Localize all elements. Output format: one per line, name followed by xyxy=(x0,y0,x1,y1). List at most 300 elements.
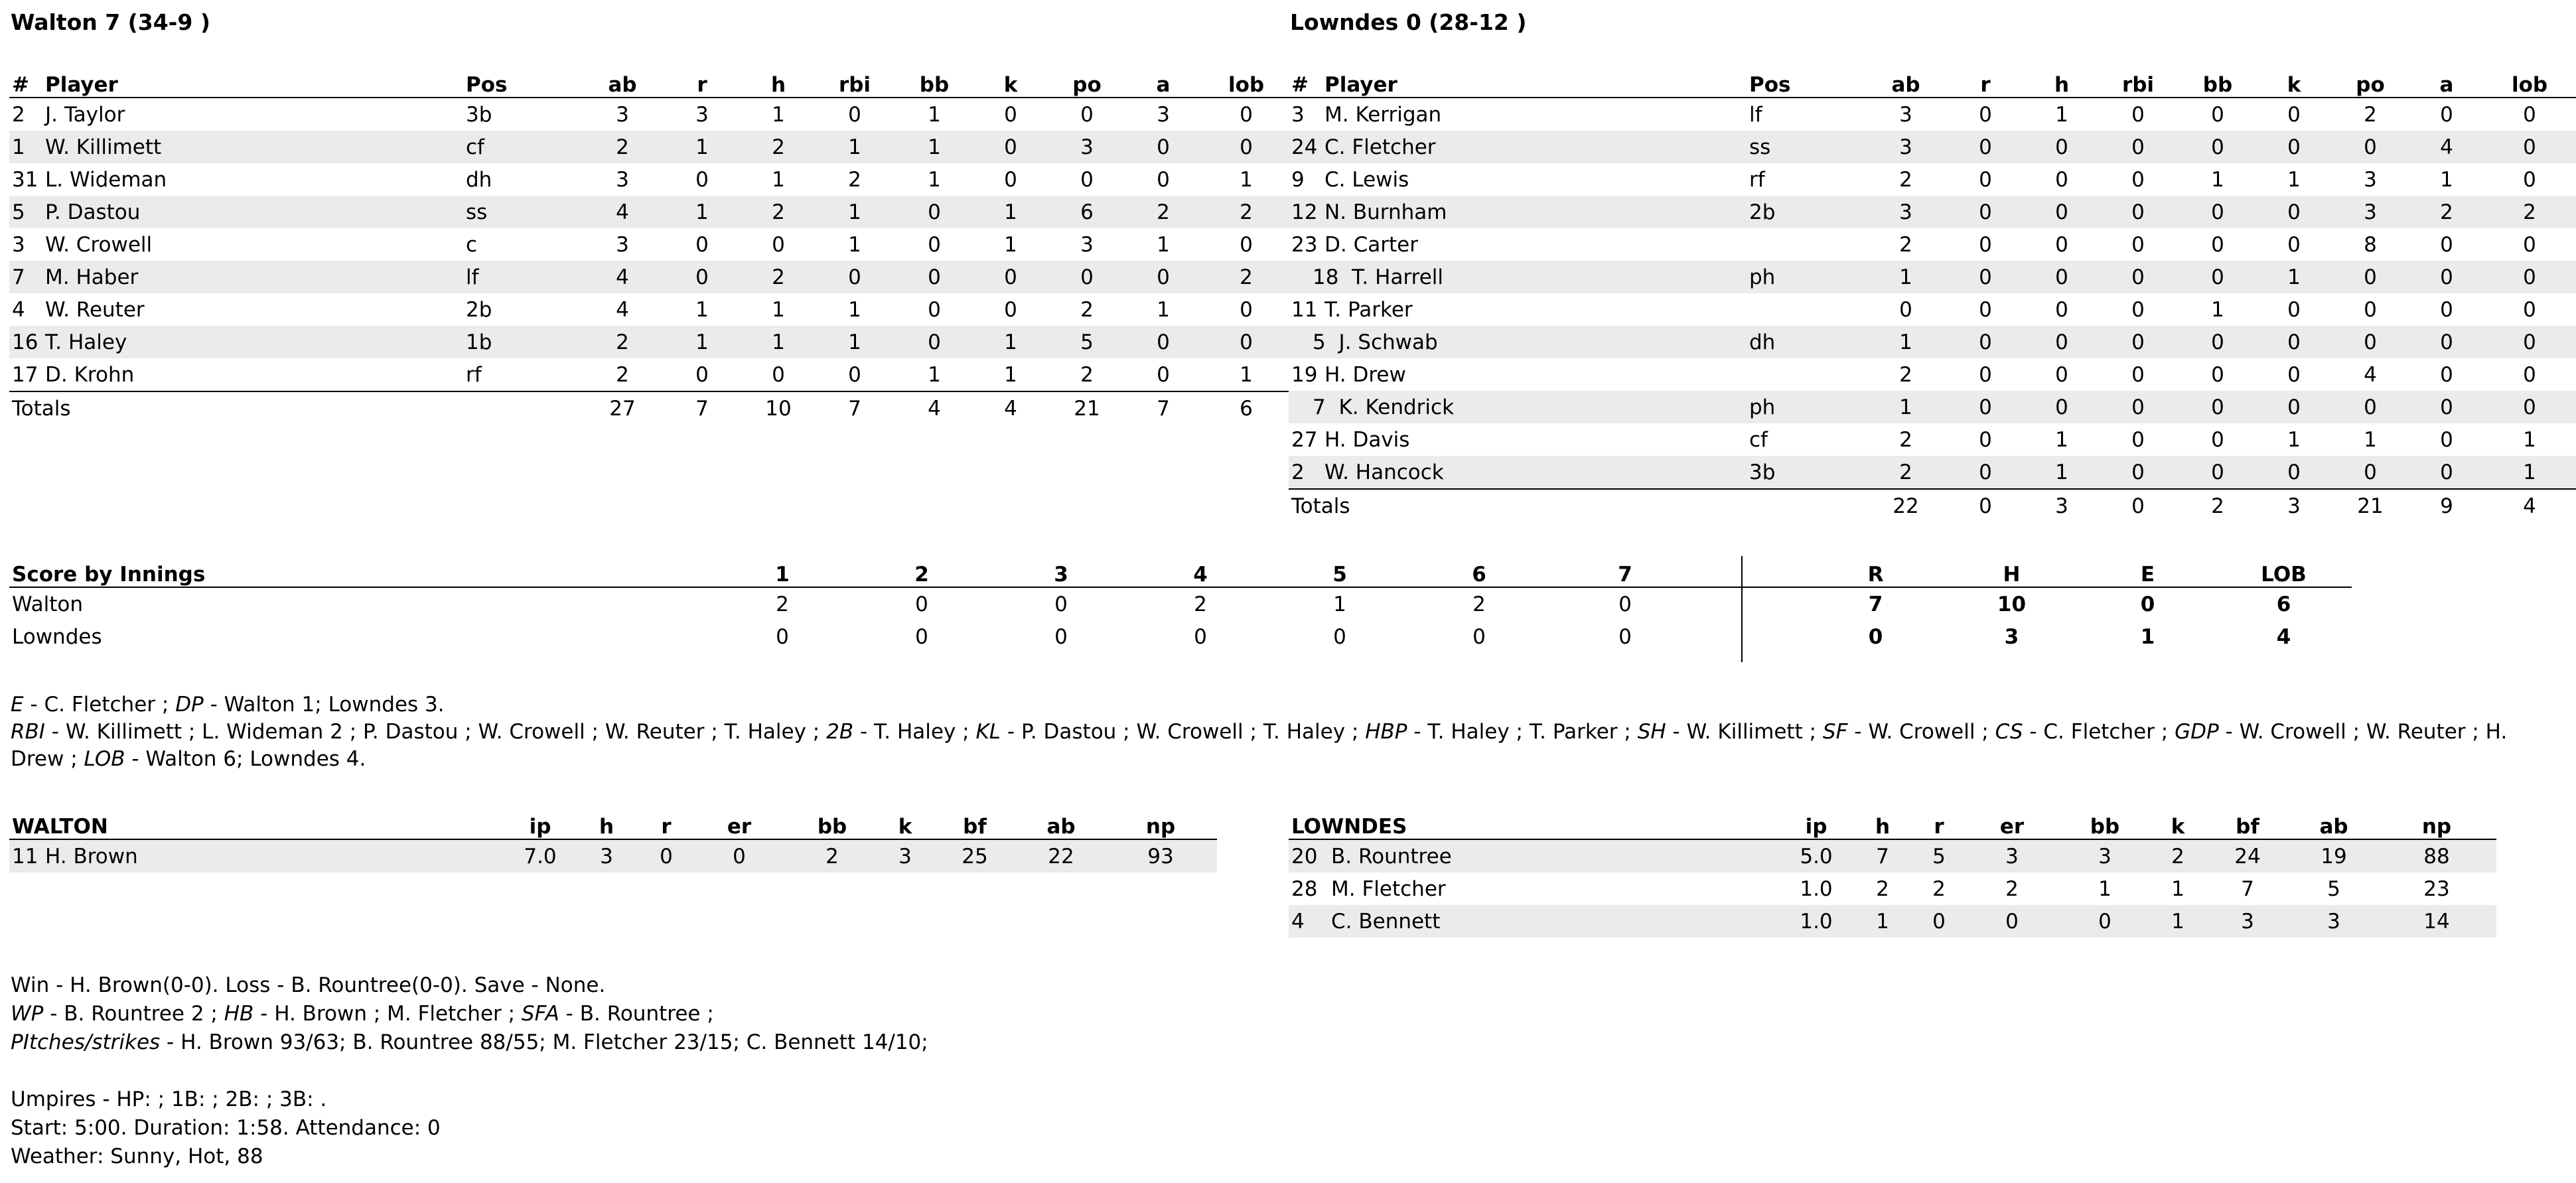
stat-k: 0 xyxy=(1004,297,1017,322)
col-ab: ab xyxy=(1866,66,1946,98)
player-name: W. Killimett xyxy=(42,131,463,163)
col-k: k xyxy=(2257,66,2330,98)
stat-bb: 0 xyxy=(2058,905,2151,938)
player-number: 1 xyxy=(9,131,42,163)
note-key: DP xyxy=(175,693,204,717)
pitcher-number: 28 xyxy=(1291,876,1318,901)
stat-ab: 3 xyxy=(2291,905,2377,938)
stat-rbi: 2 xyxy=(848,167,861,192)
pitcher-row xyxy=(1289,839,2496,872)
stat-bb: 1 xyxy=(2211,297,2224,322)
inning-score: 0 xyxy=(1194,624,1207,649)
pitcher-number: 20 xyxy=(1289,839,1328,872)
stat-rbi: 0 xyxy=(2131,297,2145,322)
stat-a: 0 xyxy=(2440,102,2453,127)
totals-row xyxy=(9,391,1293,425)
stat-po: 3 xyxy=(1047,131,1127,163)
player-pos: rf xyxy=(466,362,482,387)
note-key: LOB xyxy=(84,747,125,771)
col-r: r xyxy=(640,808,693,839)
col-ab: ab xyxy=(583,66,662,98)
stat-ab: 3 xyxy=(1899,102,1912,127)
stat-ab: 2 xyxy=(616,362,629,387)
stat-a: 0 xyxy=(2440,232,2453,257)
player-row xyxy=(1289,131,2576,163)
stat-po: 3 xyxy=(2330,196,2410,228)
stat-k: 0 xyxy=(2287,102,2301,127)
stat-k: 0 xyxy=(2257,131,2330,163)
player-name-text: K. Kendrick xyxy=(1338,395,1455,419)
stat-a: 0 xyxy=(2410,391,2483,423)
stat-rbi: 1 xyxy=(815,196,894,228)
stat-h: 0 xyxy=(2055,362,2068,387)
stat-bf: 25 xyxy=(932,839,1018,872)
col-np: np xyxy=(1104,808,1217,839)
pitcher-number: 11 xyxy=(9,839,42,872)
stat-k: 1 xyxy=(2257,261,2330,293)
player-pos: dh xyxy=(466,167,492,192)
stat-r: 3 xyxy=(695,102,709,127)
score-header xyxy=(9,556,2352,587)
stat-h: 7 xyxy=(1853,839,1912,872)
pitcher-row xyxy=(9,839,1217,872)
player-row xyxy=(9,228,1293,261)
lowndes-pitching-table xyxy=(1289,808,2496,938)
inning-score: 1 xyxy=(1333,592,1346,616)
stat-h: 0 xyxy=(2025,131,2098,163)
col-bb: bb xyxy=(2178,66,2257,98)
stat-h: 1 xyxy=(1853,905,1912,938)
stat-a: 0 xyxy=(2440,427,2453,452)
player-number: 3 xyxy=(12,232,25,257)
stat-ab: 2 xyxy=(1866,456,1946,489)
stat-h: 1 xyxy=(772,297,785,322)
stat-k: 0 xyxy=(1004,102,1017,127)
player-number: 23 xyxy=(1291,232,1318,257)
score-total: 1 xyxy=(2140,624,2155,649)
inning-1-header: 1 xyxy=(713,556,852,587)
stat-lob: 0 xyxy=(2483,391,2576,423)
player-name: T. Parker xyxy=(1324,297,1413,322)
walton-batting-header xyxy=(9,66,1293,98)
player-number: 11 xyxy=(1291,297,1318,322)
stat-lob: 1 xyxy=(1240,362,1253,387)
lowndes-batting-header xyxy=(1289,66,2576,98)
stat-lob: 0 xyxy=(2523,167,2536,192)
stat-po: 0 xyxy=(1080,167,1094,192)
player-name: P. Dastou xyxy=(42,196,463,228)
stat-ab: 1 xyxy=(1866,261,1946,293)
stat-er: 2 xyxy=(2005,876,2019,901)
stat-lob: 1 xyxy=(1240,167,1253,192)
stat-h: 0 xyxy=(2055,297,2068,322)
player-pos: cf xyxy=(463,131,583,163)
stat-er: 0 xyxy=(693,839,786,872)
inning-score: 0 xyxy=(1333,624,1346,649)
stat-ab: 3 xyxy=(1866,196,1946,228)
col-h: h xyxy=(1853,808,1912,839)
player-number: 24 xyxy=(1289,131,1322,163)
stat-h: 1 xyxy=(2055,427,2068,452)
col-ab: ab xyxy=(1018,808,1104,839)
stat-lob: 0 xyxy=(1240,232,1253,257)
player-row xyxy=(1289,98,2576,131)
player-name: T. Haley xyxy=(42,326,463,358)
stat-rbi: 0 xyxy=(815,261,894,293)
stat-lob: 0 xyxy=(1200,131,1293,163)
total-r-header: R xyxy=(1808,556,1944,587)
col-a: a xyxy=(1127,66,1200,98)
pitching-team-name: LOWNDES xyxy=(1289,808,1780,839)
col-bb: bb xyxy=(2058,808,2151,839)
pitcher-row xyxy=(1289,905,2496,938)
player-number: 9 xyxy=(1291,167,1305,192)
total-k: 4 xyxy=(974,391,1047,425)
player-row xyxy=(9,131,1293,163)
stat-po: 6 xyxy=(1047,196,1127,228)
stat-rbi: 1 xyxy=(848,297,861,322)
score-by-innings-table xyxy=(9,556,2352,653)
note-key: PItches/strikes xyxy=(11,1030,161,1054)
inning-3-header: 3 xyxy=(991,556,1131,587)
inning-4-header: 4 xyxy=(1131,556,1270,587)
stat-lob: 2 xyxy=(1200,196,1293,228)
note-value: - P. Dastou ; W. Crowell ; T. Haley ; xyxy=(1001,720,1366,744)
player-pos: 3b xyxy=(466,102,492,127)
player-name xyxy=(1313,326,1747,358)
stat-bb: 0 xyxy=(2178,131,2257,163)
inning-score: 0 xyxy=(1618,624,1632,649)
stat-rbi: 1 xyxy=(815,131,894,163)
stat-r: 0 xyxy=(1946,261,2025,293)
note-value: - H. Brown ; M. Fletcher ; xyxy=(253,1002,522,1026)
stat-lob: 0 xyxy=(2483,131,2576,163)
stat-lob: 0 xyxy=(2523,362,2536,387)
col-h: h xyxy=(573,808,640,839)
stat-bb: 1 xyxy=(928,167,941,192)
umpires: Umpires - HP: ; 1B: ; 2B: ; 3B: . xyxy=(11,1087,327,1111)
stat-rbi: 0 xyxy=(2131,232,2145,257)
stat-lob: 0 xyxy=(1200,326,1293,358)
stat-bb: 0 xyxy=(2211,362,2224,387)
total-lob-header: LOB xyxy=(2216,556,2352,587)
walton-pitching-table xyxy=(9,808,1217,872)
stat-ab: 3 xyxy=(616,232,629,257)
stat-ab: 0 xyxy=(1899,297,1912,322)
col-k: k xyxy=(2151,808,2204,839)
weather: Weather: Sunny, Hot, 88 xyxy=(11,1145,263,1168)
footer-line-3 xyxy=(11,1028,2548,1057)
stat-po: 0 xyxy=(2330,326,2410,358)
note-value: - T. Haley ; xyxy=(853,720,976,744)
stat-po: 0 xyxy=(2330,456,2410,489)
note-value: - H. Brown 93/63; B. Rountree 88/55; M. Fletcher 23/15; C. Bennett 14/10; xyxy=(160,1030,928,1054)
stat-bb: 0 xyxy=(894,326,974,358)
score-team-name: Lowndes xyxy=(12,624,102,649)
stat-a: 0 xyxy=(1157,362,1170,387)
inning-score: 0 xyxy=(1054,592,1068,616)
stat-bf: 24 xyxy=(2204,839,2291,872)
col-bf: bf xyxy=(932,808,1018,839)
stat-a: 0 xyxy=(1127,326,1200,358)
player-pos: ph xyxy=(1747,261,1866,293)
stat-rbi: 1 xyxy=(848,232,861,257)
stat-r: 0 xyxy=(1946,391,2025,423)
player-number: 7 xyxy=(9,261,42,293)
col-er: er xyxy=(693,808,786,839)
player-name: J. Taylor xyxy=(45,102,125,127)
stat-lob: 1 xyxy=(2483,456,2576,489)
stat-a: 0 xyxy=(2410,456,2483,489)
note-key: SFA xyxy=(521,1002,559,1026)
total-ab: 27 xyxy=(583,391,662,425)
stat-a: 1 xyxy=(1157,297,1170,322)
total-ab: 22 xyxy=(1866,489,1946,522)
note-key: SF xyxy=(1822,720,1848,744)
player-pos xyxy=(1747,228,1866,261)
stat-ab: 22 xyxy=(1018,839,1104,872)
stat-h: 1 xyxy=(772,102,785,127)
stat-ab: 4 xyxy=(583,196,662,228)
note-key: HBP xyxy=(1365,720,1407,744)
col-player: Player xyxy=(1322,66,1747,98)
walton-batting-table xyxy=(9,66,1293,425)
total-r: 0 xyxy=(1946,489,2025,522)
player-row xyxy=(1289,261,2576,293)
score-total: 7 xyxy=(1868,592,1883,616)
stat-h: 1 xyxy=(2055,102,2068,127)
col-k: k xyxy=(974,66,1047,98)
stat-a: 0 xyxy=(2410,261,2483,293)
stat-lob: 0 xyxy=(2523,102,2536,127)
stat-np: 14 xyxy=(2377,905,2496,938)
stat-bb: 0 xyxy=(2178,326,2257,358)
player-name xyxy=(1313,391,1747,423)
stat-np: 88 xyxy=(2377,839,2496,872)
stat-rbi: 0 xyxy=(2098,131,2178,163)
col-ip: ip xyxy=(1780,808,1853,839)
player-name: C. Fletcher xyxy=(1322,131,1747,163)
col-pos: Pos xyxy=(463,66,583,98)
stat-a: 3 xyxy=(1157,102,1170,127)
stat-bf: 7 xyxy=(2241,876,2254,901)
inning-score: 0 xyxy=(776,624,789,649)
stat-po: 0 xyxy=(2330,131,2410,163)
inning-score: 0 xyxy=(1054,624,1068,649)
note-value: - T. Haley ; T. Parker ; xyxy=(1407,720,1638,744)
stat-rbi: 0 xyxy=(2131,362,2145,387)
player-row xyxy=(9,293,1293,326)
stat-rbi: 0 xyxy=(2098,456,2178,489)
stat-ab: 1 xyxy=(1866,326,1946,358)
col-lob: lob xyxy=(2483,66,2576,98)
stat-a: 1 xyxy=(2440,167,2453,192)
player-number: 27 xyxy=(1291,427,1318,452)
player-number: 7 xyxy=(1313,395,1326,419)
player-number: 4 xyxy=(12,297,25,322)
col-player: Player xyxy=(42,66,463,98)
stat-lob: 0 xyxy=(2523,232,2536,257)
stat-k: 0 xyxy=(974,261,1047,293)
player-number: 3 xyxy=(1291,102,1305,127)
stat-lob: 0 xyxy=(1240,102,1253,127)
stat-ip: 5.0 xyxy=(1780,839,1853,872)
player-number: 5 xyxy=(9,196,42,228)
stat-r: 0 xyxy=(1912,905,1966,938)
player-pos: 3b xyxy=(1747,456,1866,489)
pitching-team-name: WALTON xyxy=(9,808,507,839)
stat-po: 0 xyxy=(2330,391,2410,423)
player-row xyxy=(9,196,1293,228)
player-pos: c xyxy=(466,232,478,257)
stat-h: 0 xyxy=(2025,196,2098,228)
total-bb: 4 xyxy=(894,391,974,425)
col-ip: ip xyxy=(507,808,573,839)
total-bb: 2 xyxy=(2178,489,2257,522)
inning-score: 2 xyxy=(1472,592,1486,616)
total-po: 21 xyxy=(2330,489,2410,522)
col-bb: bb xyxy=(894,66,974,98)
stat-r: 0 xyxy=(1946,196,2025,228)
player-row xyxy=(9,98,1293,131)
player-pos: 1b xyxy=(463,326,583,358)
stat-ab: 4 xyxy=(616,297,629,322)
stat-po: 2 xyxy=(1080,362,1094,387)
notes-line-3 xyxy=(11,746,2548,773)
note-value: - B. Rountree 2 ; xyxy=(43,1002,224,1026)
player-number: 16 xyxy=(9,326,42,358)
stat-r: 0 xyxy=(1946,326,2025,358)
stat-ab: 2 xyxy=(1899,232,1912,257)
score-row xyxy=(9,587,2352,620)
inning-score: 2 xyxy=(776,592,789,616)
col-r: r xyxy=(662,66,742,98)
player-row xyxy=(1289,326,2576,358)
stat-ab: 3 xyxy=(616,102,629,127)
pitcher-name: M. Fletcher xyxy=(1331,876,1446,901)
total-k: 3 xyxy=(2257,489,2330,522)
total-rbi: 7 xyxy=(815,391,894,425)
player-name: H. Drew xyxy=(1324,362,1406,387)
stat-rbi: 0 xyxy=(2131,102,2145,127)
pitcher-name: H. Brown xyxy=(42,839,507,872)
stat-a: 0 xyxy=(2440,297,2453,322)
stat-k: 3 xyxy=(879,839,932,872)
score-total: 3 xyxy=(2004,624,2019,649)
stat-ip: 1.0 xyxy=(1780,905,1853,938)
stat-lob: 0 xyxy=(2483,261,2576,293)
stat-rbi: 0 xyxy=(2098,326,2178,358)
stat-r: 2 xyxy=(1932,876,1946,901)
stat-po: 0 xyxy=(2330,261,2410,293)
stat-po: 0 xyxy=(2364,297,2377,322)
stat-ab: 5 xyxy=(2327,876,2340,901)
stat-r: 0 xyxy=(1979,427,1992,452)
player-name: M. Kerrigan xyxy=(1324,102,1442,127)
inning-5-header: 5 xyxy=(1270,556,1409,587)
note-key: RBI xyxy=(11,720,45,744)
player-name: M. Haber xyxy=(42,261,463,293)
player-name: C. Lewis xyxy=(1324,167,1409,192)
col-er: er xyxy=(1966,808,2058,839)
stat-k: 1 xyxy=(1004,232,1017,257)
player-row xyxy=(1289,358,2576,391)
stat-ip: 7.0 xyxy=(507,839,573,872)
start-info: Start: 5:00. Duration: 1:58. Attendance: 0 xyxy=(11,1116,441,1140)
stat-rbi: 0 xyxy=(2098,196,2178,228)
score-row xyxy=(9,620,2352,653)
note-key: HB xyxy=(224,1002,254,1026)
stat-h: 0 xyxy=(2025,326,2098,358)
stat-po: 3 xyxy=(2364,167,2377,192)
stat-po: 0 xyxy=(1080,102,1094,127)
stat-bb: 0 xyxy=(894,196,974,228)
total-rbi: 0 xyxy=(2098,489,2178,522)
stat-h: 2 xyxy=(742,261,815,293)
note-key: GDP xyxy=(2175,720,2219,744)
stat-k: 0 xyxy=(2257,456,2330,489)
inning-score: 0 xyxy=(915,592,928,616)
stat-a: 2 xyxy=(1127,196,1200,228)
stat-bb: 0 xyxy=(2178,196,2257,228)
player-number: 2 xyxy=(12,102,25,127)
stat-r: 1 xyxy=(662,326,742,358)
stat-k: 0 xyxy=(974,131,1047,163)
stat-r: 0 xyxy=(1979,102,1992,127)
note-value: Drew ; xyxy=(11,747,84,771)
stat-po: 5 xyxy=(1047,326,1127,358)
stat-a: 0 xyxy=(2410,326,2483,358)
col-bf: bf xyxy=(2204,808,2291,839)
lowndes-pitching-header xyxy=(1289,808,2496,839)
stat-po: 2 xyxy=(1080,297,1094,322)
stat-rbi: 1 xyxy=(815,326,894,358)
col-bb: bb xyxy=(786,808,879,839)
stat-h: 0 xyxy=(2055,232,2068,257)
col-rbi: rbi xyxy=(2098,66,2178,98)
stat-er: 3 xyxy=(1966,839,2058,872)
player-row xyxy=(9,358,1293,391)
total-lob: 6 xyxy=(1200,391,1293,425)
lowndes-title: Lowndes 0 (28-12 ) xyxy=(1290,9,1527,35)
stat-k: 0 xyxy=(1004,167,1017,192)
pitcher-number: 4 xyxy=(1289,905,1328,938)
stat-k: 0 xyxy=(2287,297,2301,322)
stat-bb: 0 xyxy=(928,232,941,257)
stat-po: 2 xyxy=(2364,102,2377,127)
walton-pitching-header xyxy=(9,808,1217,839)
stat-r: 0 xyxy=(1979,297,1992,322)
stat-r: 1 xyxy=(662,196,742,228)
stat-rbi: 0 xyxy=(848,362,861,387)
stat-ab: 19 xyxy=(2291,839,2377,872)
footer-line-2 xyxy=(11,1000,2548,1028)
score-total: 0 xyxy=(1868,624,1883,649)
player-pos: lf xyxy=(463,261,583,293)
lowndes-batting-table xyxy=(1289,66,2576,522)
stat-a: 0 xyxy=(2440,362,2453,387)
stat-bb: 3 xyxy=(2058,839,2151,872)
col-h: h xyxy=(2025,66,2098,98)
pitcher-row xyxy=(1289,872,2496,905)
inning-7-header: 7 xyxy=(1549,556,1701,587)
stat-h: 2 xyxy=(742,131,815,163)
stat-r: 0 xyxy=(1979,167,1992,192)
stat-k: 1 xyxy=(2171,876,2184,901)
player-pos: lf xyxy=(1749,102,1762,127)
stat-lob: 1 xyxy=(2523,427,2536,452)
stat-bb: 0 xyxy=(894,261,974,293)
